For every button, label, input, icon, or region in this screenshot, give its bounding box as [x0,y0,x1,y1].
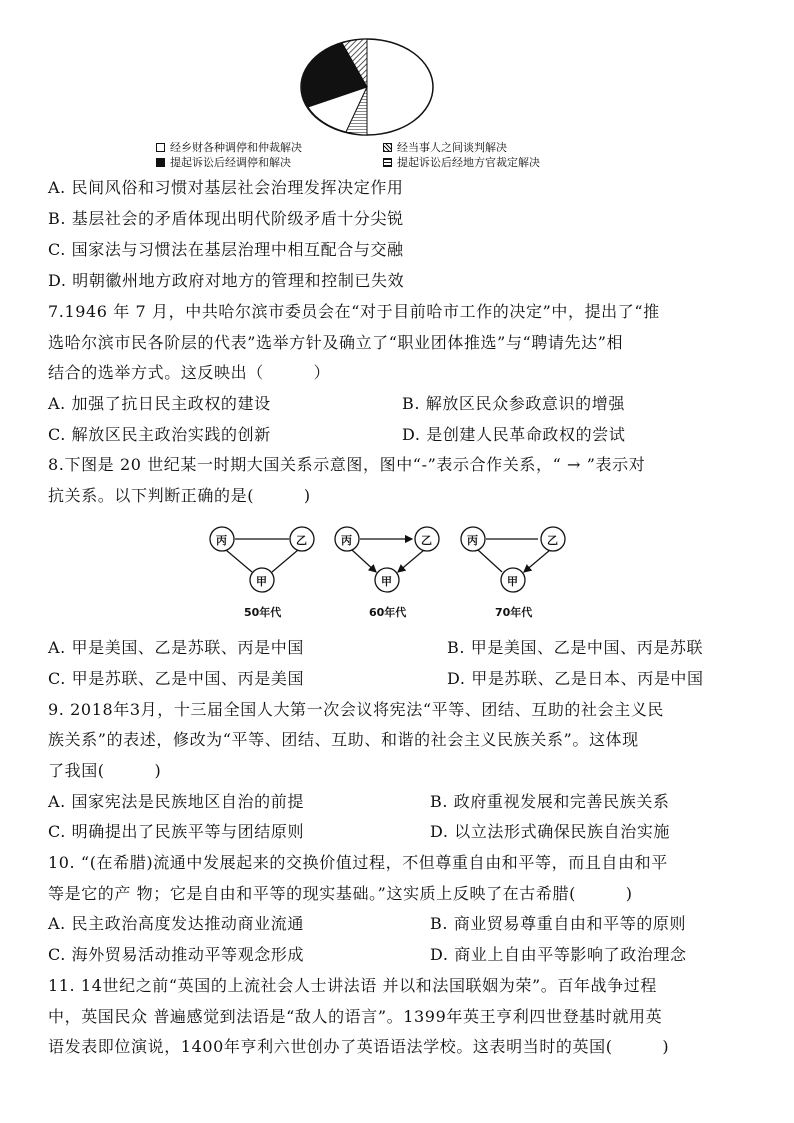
legend-item-2 [383,139,507,155]
decade-label-50s: 50年代 [244,606,282,619]
arrow-yi-jia [398,550,424,572]
q7-option-c: C. 解放区民主政治实践的创新 [48,425,271,444]
line-yi-jia-cooperation [272,550,298,572]
node-label-bing: 丙 [467,534,478,547]
q10-option-d: D. 商业上自由平等影响了政治理念 [430,945,687,964]
legend-label: 提起诉讼后经调停和解决 [170,156,291,169]
q8-option-d: D. 甲是苏联、乙是日本、丙是中国 [447,669,704,688]
q8-option-b: B. 甲是美国、乙是中国、丙是苏联 [447,638,704,657]
q9-stem-line-1: 9. 2018年3月，十三届全国人大第一次会议将宪法“平等、团结、互助的社会主义民 [48,700,665,719]
q7-stem-line-1: 7.1946 年 7 月，中共哈尔滨市委员会在“对于目前哈市工作的决定”中，提出了“推 [48,302,660,321]
node-label-bing: 丙 [216,534,227,547]
node-label-yi: 乙 [547,534,558,547]
line-bing-jia-cooperation [478,550,502,572]
q7-stem-line-3: 结合的选举方式。这反映出（ ） [48,363,331,382]
q11-stem-line-3: 语发表即位演说，1400年亨利六世创办了英语语法学校。这表明当时的英国( ) [48,1037,670,1056]
legend-item-1 [156,139,302,155]
q8-stem-line-1: 8.下图是 20 世纪某一时期大国关系示意图，图中“-”表示合作关系，“ → ”表示对 [48,455,646,474]
q9-stem-line-2: 族关系”的表述，修改为“平等、团结、互助、和谐的社会主义民族关系”。这体现 [48,730,639,749]
legend-label: 经当事人之间谈判解决 [397,141,507,154]
legend-item-4 [383,154,540,170]
node-label-jia: 甲 [507,575,518,588]
q11-stem-line-2: 中，英国民众 普遍感觉到法语是“敌人的语言”。1399年英王亨利四世登基时就用英 [48,1007,663,1026]
node-label-yi: 乙 [296,534,307,547]
q10-option-a: A. 民主政治高度发达推动商业流通 [48,914,304,933]
q9-option-a: A. 国家宪法是民族地区自治的前提 [48,792,304,811]
q9-option-d: D. 以立法形式确保民族自治实施 [430,822,671,841]
legend-item-3 [156,154,291,170]
legend-swatch-hstripe [383,158,392,167]
q11-stem-line-1: 11. 14世纪之前“英国的上流社会人士讲法语 并以和法国联姻为荣”。百年战争过程 [48,976,657,995]
q8-stem-line-2: 抗关系。以下判断正确的是( ) [48,486,311,505]
decade-label-70s: 70年代 [495,606,533,619]
q7-option-a: A. 加强了抗日民主政权的建设 [48,394,271,413]
diagram-70s [478,539,550,572]
arrow-bing-jia [352,550,376,572]
q10-stem-line-2: 等是它的产 物；它是自由和平等的现实基础。”这实质上反映了在古希腊( ) [48,884,633,903]
q6-option-a: A. 民间风俗和习惯对基层社会治理发挥决定作用 [48,178,404,197]
decade-label-60s: 60年代 [369,606,407,619]
pie-chart [298,36,436,138]
pie-chart-svg [298,36,436,138]
q9-option-b: B. 政府重视发展和完善民族关系 [430,792,670,811]
q10-option-b: B. 商业贸易尊重自由和平等的原则 [430,914,687,933]
q8-option-c: C. 甲是苏联、乙是中国、丙是美国 [48,669,305,688]
node-label-yi: 乙 [421,534,432,547]
relations-diagram-svg [200,518,580,608]
legend-swatch-black [156,158,165,167]
line-bing-jia-cooperation [226,550,252,572]
legend-swatch-hatch [383,143,392,152]
diagram-60s [352,539,424,572]
q7-option-d: D. 是创建人民革命政权的尝试 [402,425,626,444]
q9-stem-line-3: 了我国( ) [48,761,162,780]
q10-option-c: C. 海外贸易活动推动平等观念形成 [48,945,305,964]
node-label-bing: 丙 [341,534,352,547]
legend-label: 提起诉讼后经地方官裁定解决 [397,156,540,169]
node-label-jia: 甲 [381,575,392,588]
q8-option-a: A. 甲是美国、乙是苏联、丙是中国 [48,638,304,657]
q10-stem-line-1: 10. “(在希腊)流通中发展起来的交换价值过程，不但尊重自由和平等，而且自由和平 [48,853,668,872]
q7-option-b: B. 解放区民众参政意识的增强 [402,394,625,413]
q6-option-d: D. 明朝徽州地方政府对地方的管理和控制已失效 [48,271,405,290]
legend-label: 经乡财各种调停和仲裁解决 [170,141,302,154]
diagram-50s [226,539,298,572]
relations-diagram [200,518,580,628]
arrow-yi-jia [524,550,550,572]
q6-option-c: C. 国家法与习惯法在基层治理中相互配合与交融 [48,240,404,259]
node-label-jia: 甲 [256,575,267,588]
q9-option-c: C. 明确提出了民族平等与团结原则 [48,822,305,841]
legend-swatch-white [156,143,165,152]
q6-option-b: B. 基层社会的矛盾体现出明代阶级矛盾十分尖锐 [48,209,404,228]
q7-stem-line-2: 选哈尔滨市民各阶层的代表”选举方针及确立了“职业团体推选”与“聘请先达”相 [48,333,624,352]
